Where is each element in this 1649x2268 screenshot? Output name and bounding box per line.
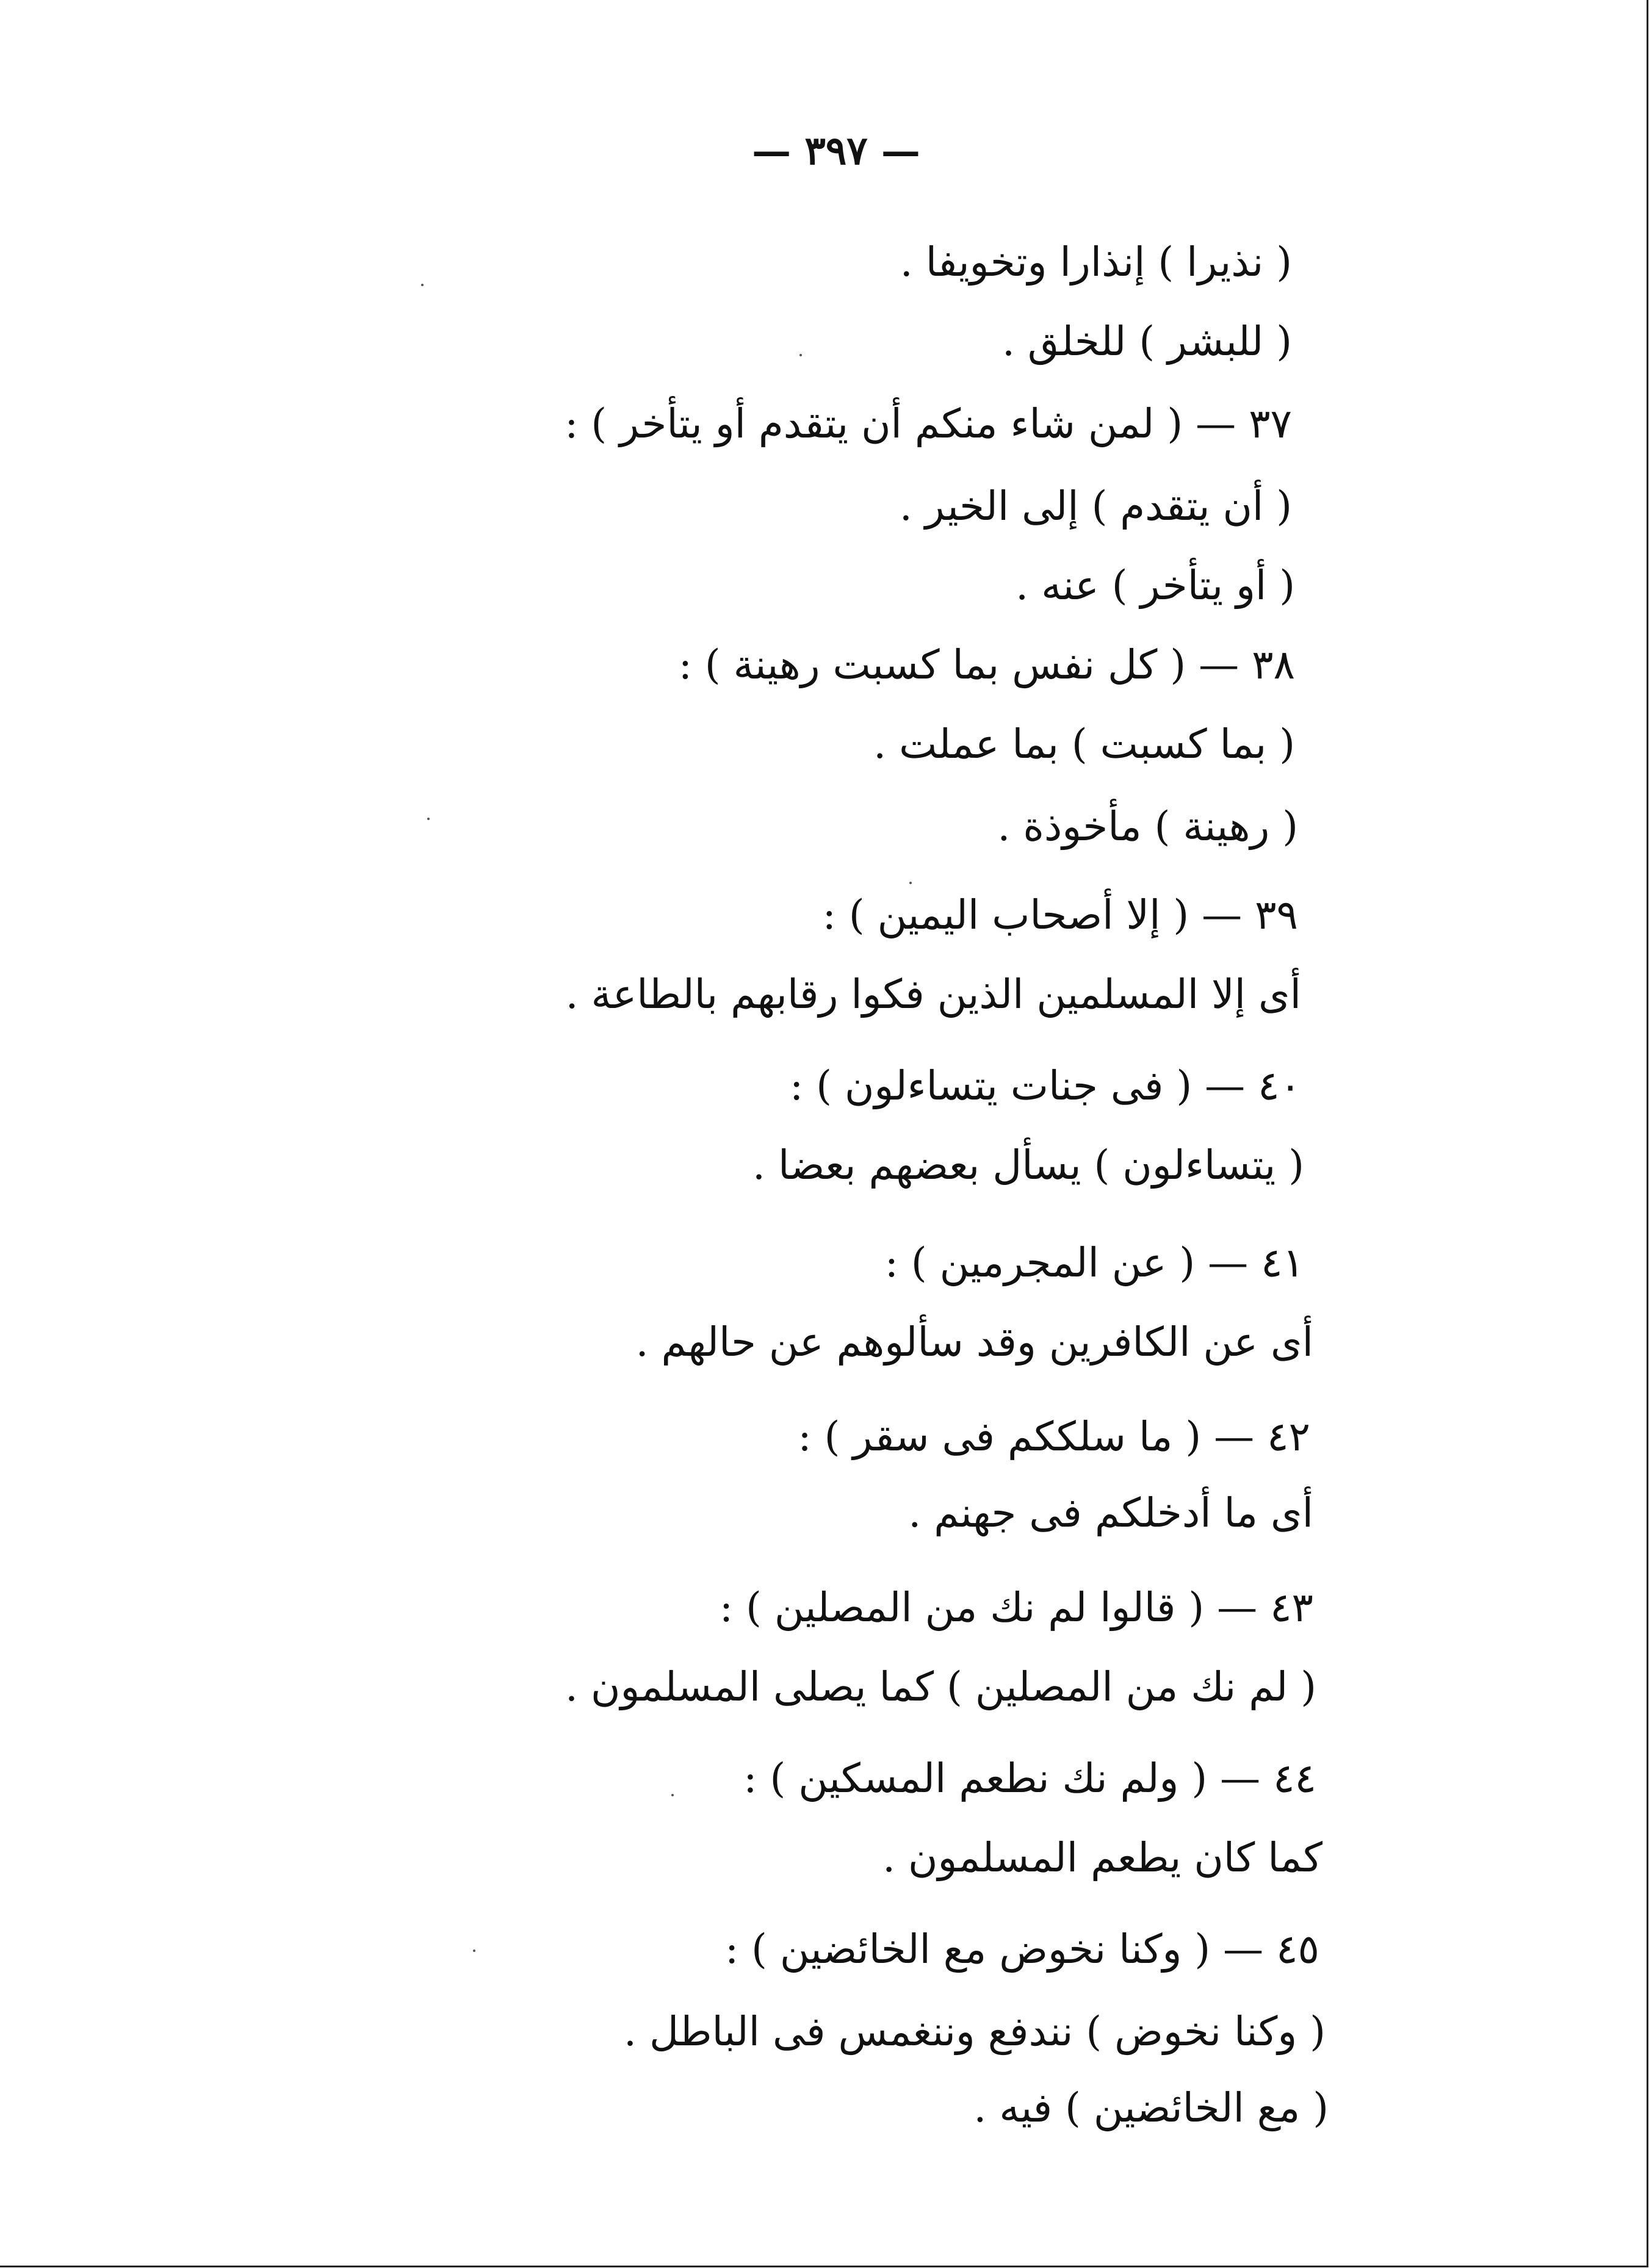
- scan-speck: [671, 1794, 674, 1796]
- text-line: ( رهينة ) مأخوذة .: [997, 803, 1298, 850]
- scan-speck: [909, 882, 912, 884]
- text-line: ( بما كسبت ) بما عملت .: [873, 721, 1295, 768]
- text-line: ( نذيرا ) إنذارا وتخويفا .: [900, 239, 1292, 286]
- text-line: كما كان يطعم المسلمون .: [882, 1834, 1322, 1881]
- text-line: ٣٧ — ( لمن شاء منكم أن يتقدم أو يتأخر ) :: [565, 400, 1292, 447]
- scan-speck: [427, 818, 430, 820]
- text-line: ٤٥ — ( وكنا نخوض مع الخائضين ) :: [724, 1926, 1319, 1973]
- text-line: أى عن الكافرين وقد سألوهم عن حالهم .: [635, 1319, 1313, 1366]
- text-line: ( مع الخائضين ) فيه .: [973, 2084, 1329, 2131]
- scan-speck: [421, 284, 424, 286]
- text-line: ( أن يتقدم ) إلى الخير .: [899, 483, 1292, 530]
- scan-speck: [799, 354, 802, 356]
- text-line: أى ما أدخلكم فى جهنم .: [908, 1489, 1313, 1536]
- text-line: ( أو يتأخر ) عنه .: [1016, 562, 1295, 609]
- scan-speck: [473, 1949, 475, 1952]
- text-line: ( يتساءلون ) يسأل بعضهم بعضا .: [752, 1142, 1304, 1189]
- text-line: ٣٨ — ( كل نفس بما كسبت رهينة ) :: [678, 641, 1295, 688]
- text-line: ٤٢ — ( ما سلككم فى سقر ) :: [798, 1413, 1310, 1460]
- page-number: — ٣٩٧ —: [752, 128, 920, 174]
- text-line: ٤٣ — ( قالوا لم نك من المصلين ) :: [719, 1584, 1313, 1631]
- text-line: ( لم نك من المصلين ) كما يصلى المسلمون .: [565, 1663, 1316, 1710]
- text-line: ٤١ — ( عن المجرمين ) :: [884, 1239, 1304, 1286]
- text-line: أى إلا المسلمين الذين فكوا رقابهم بالطاعة .: [565, 971, 1301, 1018]
- text-line: ٤٠ — ( فى جنات يتساءلون ) :: [790, 1062, 1301, 1109]
- text-line: ٤٤ — ( ولم نك نطعم المسكين ) :: [743, 1755, 1316, 1802]
- text-line: ٣٩ — ( إلا أصحاب اليمين ) :: [822, 891, 1298, 938]
- text-line: ( وكنا نخوض ) نندفع وننغمس فى الباطل .: [624, 2008, 1326, 2055]
- text-line: ( للبشر ) للخلق .: [1001, 318, 1292, 365]
